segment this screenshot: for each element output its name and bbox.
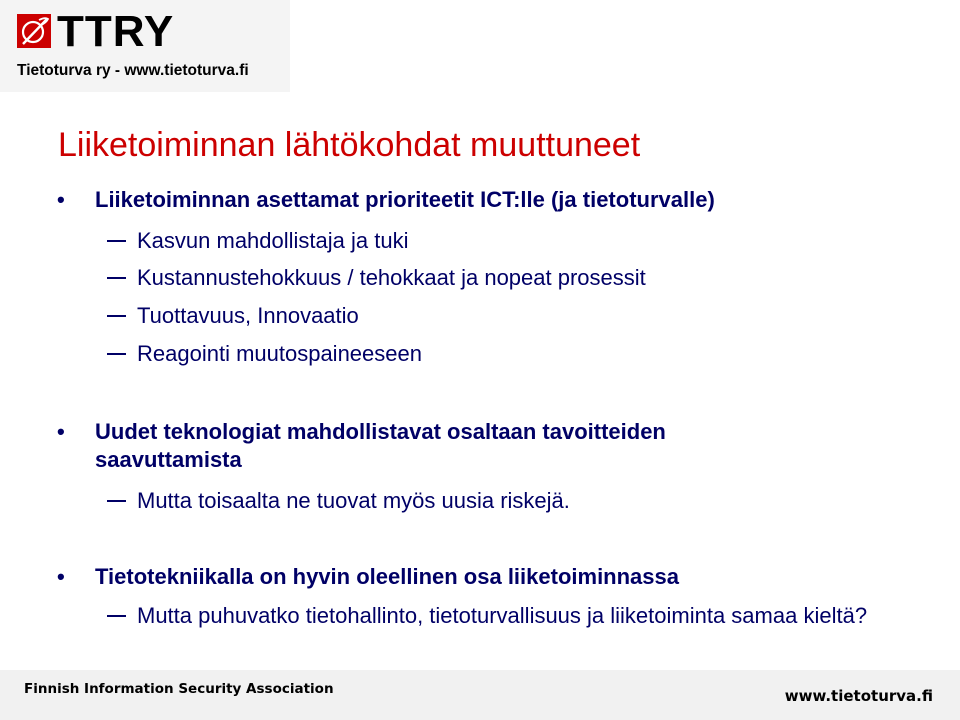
bullet-text: Uudet teknologiat mahdollistavat osaltaan tavoitteiden saavuttamista <box>95 419 666 472</box>
dash-icon <box>107 615 126 617</box>
dash-icon <box>107 240 126 242</box>
bullet-dot-icon: • <box>57 419 65 444</box>
bullet-item <box>57 186 895 214</box>
dash-icon <box>107 315 126 317</box>
sub-bullet-item <box>137 264 877 292</box>
sub-bullet-item <box>137 602 877 630</box>
sub-bullet-text: Reagointi muutospaineeseen <box>137 341 422 366</box>
sub-bullet-item <box>137 227 877 255</box>
logo-wordmark: TTRY <box>57 7 175 56</box>
logo-tagline: Tietoturva ry - www.tietoturva.fi <box>17 62 249 79</box>
sub-bullet-item <box>137 340 877 368</box>
footer-bar <box>0 670 960 720</box>
dash-icon <box>107 277 126 279</box>
sub-bullet-text: Mutta puhuvatko tietohallinto, tietoturvallisuus ja liiketoiminta samaa kieltä? <box>137 603 868 628</box>
sub-bullet-item <box>137 302 877 330</box>
bullet-dot-icon: • <box>57 564 65 589</box>
bullet-text: Liiketoiminnan asettamat prioriteetit ICT:lle (ja tietoturvalle) <box>95 187 715 212</box>
sub-bullet-text: Kustannustehokkuus / tehokkaat ja nopeat prosessit <box>137 265 646 290</box>
sub-bullet-item <box>137 487 877 515</box>
bullet-item <box>57 418 815 474</box>
slide-title: Liiketoiminnan lähtökohdat muuttuneet <box>58 126 641 164</box>
sub-bullet-text: Tuottavuus, Innovaatio <box>137 303 359 328</box>
bullet-item <box>57 563 895 591</box>
footer-website: www.tietoturva.fi <box>784 687 933 705</box>
dash-icon <box>107 500 126 502</box>
footer-organization: Finnish Information Security Association <box>24 681 334 697</box>
sub-bullet-text: Mutta toisaalta ne tuovat myös uusia riskejä. <box>137 488 570 513</box>
dash-icon <box>107 353 126 355</box>
ttry-logo-icon <box>17 14 51 48</box>
header-logo-block <box>0 0 290 92</box>
bullet-dot-icon: • <box>57 187 65 212</box>
bullet-text: Tietotekniikalla on hyvin oleellinen osa liiketoiminnassa <box>95 564 679 589</box>
sub-bullet-text: Kasvun mahdollistaja ja tuki <box>137 228 409 253</box>
